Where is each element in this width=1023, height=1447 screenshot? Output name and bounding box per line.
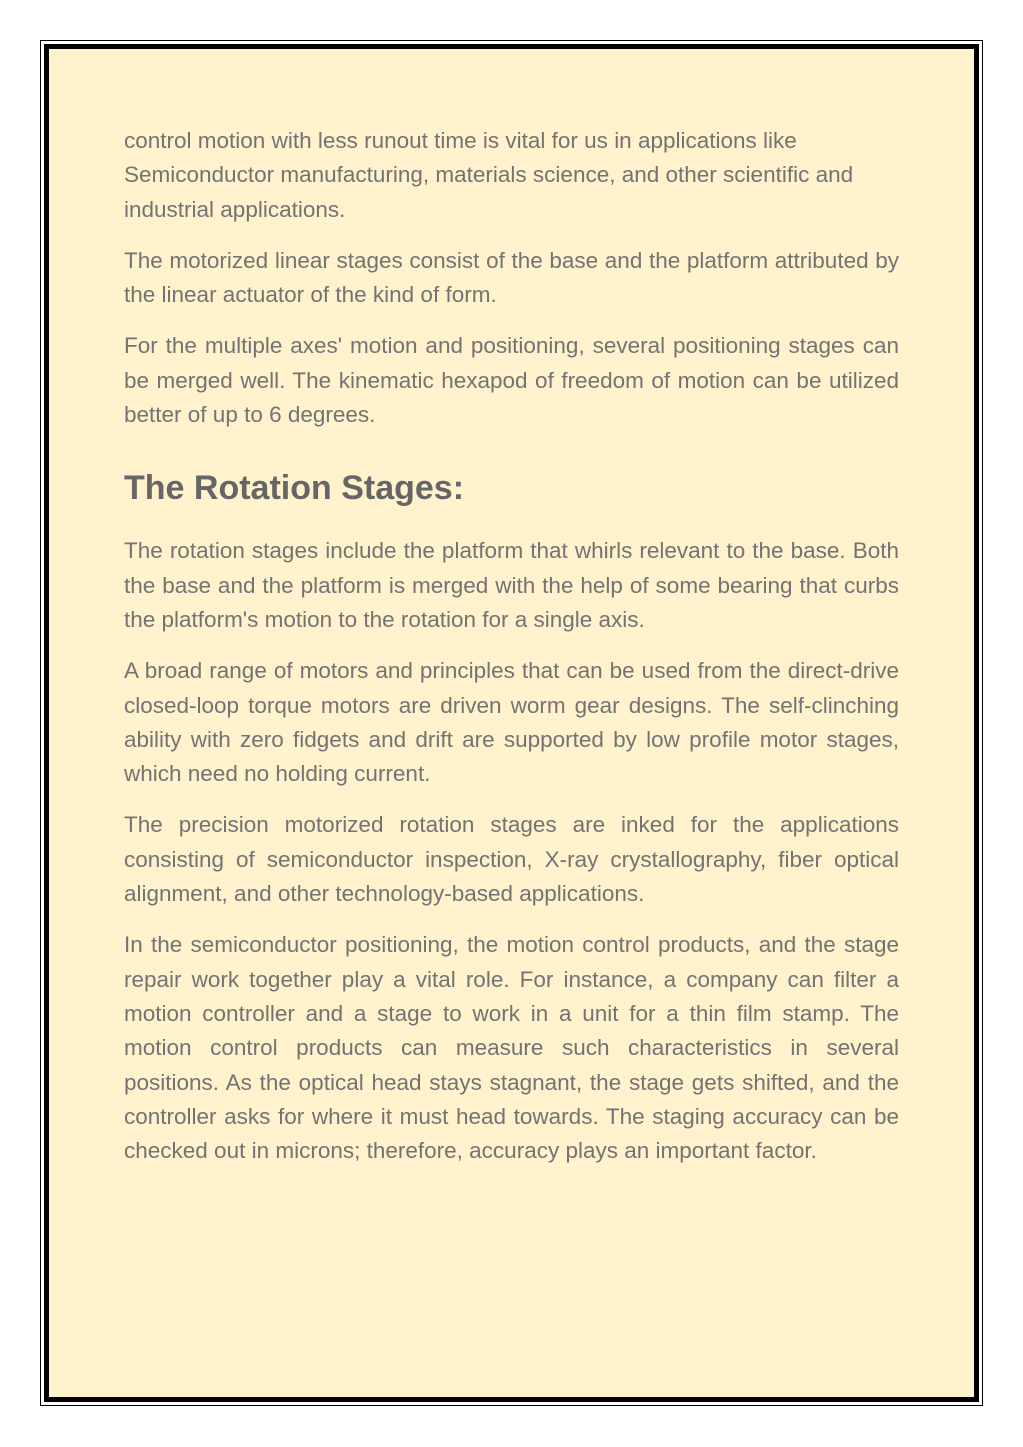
paragraph-rotation-stages-definition: The rotation stages include the platform that whirls relevant to the base. Both the base and the platform is merged with the help of some bearing that curbs the platform's motion to the rotation for a single axis. [124,538,899,632]
paragraph-runout-applications: control motion with less runout time is vital for us in applications like Semiconductor manufacturing, materials science, and other scientific and industrial applications. [124,128,854,222]
paragraph-semiconductor-positioning: In the semiconductor positioning, the motion control products, and the stage repair work together play a vital role. For instance, a company can filter a motion controller and a stage to work in a unit for a thin film stamp. The motion control products can measure such characteristics in several positions. As the optical head stays stagnant, the stage gets shifted, and the controller asks for where it must head towards. The staging accuracy can be checked out in microns; therefore, accuracy plays an important factor. [124,932,899,1164]
paragraph-precision-applications: The precision motorized rotation stages are inked for the applications consisting of semiconductor inspection, X-ray crystallography, fiber optical alignment, and other technology-based applications. [124,812,899,907]
paragraph-multiple-axes: For the multiple axes' motion and positioning, several positioning stages can be merged well. The kinematic hexapod of freedom of motion can be utilized better of up to 6 degrees. [124,333,899,428]
document-body [124,124,899,1185]
section-heading-rotation-stages: The Rotation Stages: [124,469,465,508]
paragraph-linear-stages: The motorized linear stages consist of the base and the platform attributed by the linear actuator of the kind of form. [124,247,899,308]
paragraph-motors-principles: A broad range of motors and principles that can be used from the direct-drive closed-loop torque motors are driven worm gear designs. The self-clinching ability with zero fidgets and drift are supported by low profile motor stages, which need no holding current. [124,658,899,787]
